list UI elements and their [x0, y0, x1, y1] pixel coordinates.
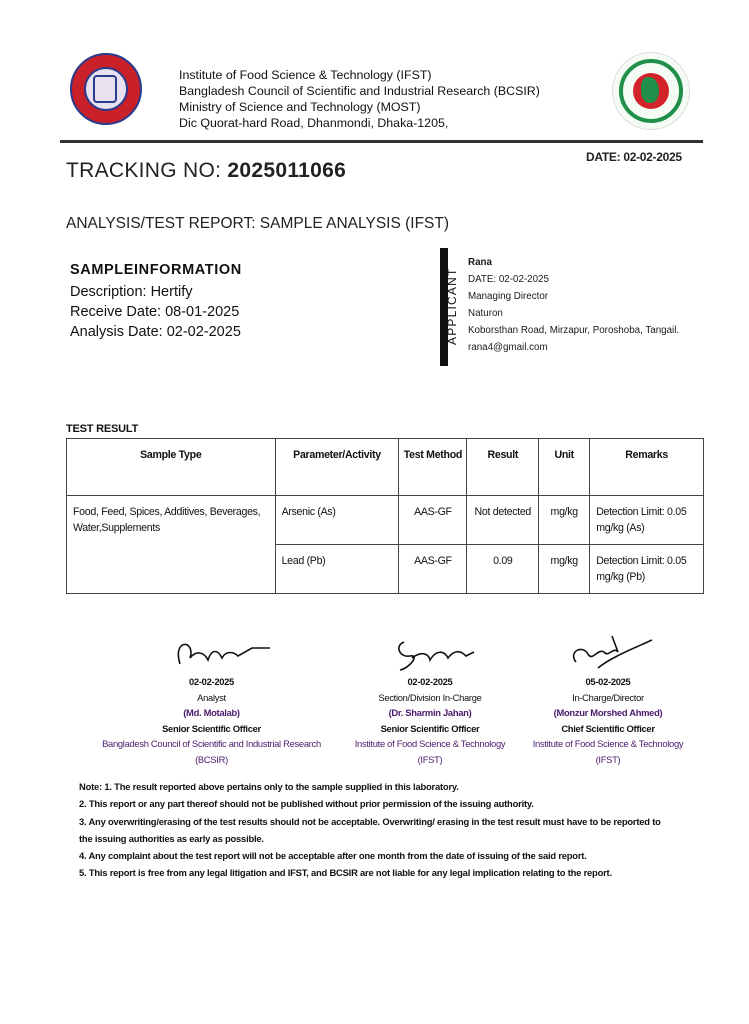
method-cell: AAS-GF — [399, 496, 467, 545]
note-line: the issuing authorities as early as possible. — [79, 832, 264, 844]
bcsir-logo — [70, 53, 142, 125]
organization-info — [179, 67, 540, 131]
note-line: 4. Any complaint about the test report will not be acceptable after one month from the date of issuing of the said report. — [79, 850, 587, 862]
report-date: DATE: 02-02-2025 — [586, 150, 682, 164]
result-cell: Not detected — [467, 496, 539, 545]
column-header: Unit — [539, 439, 590, 496]
applicant-label: APPLICANT — [445, 267, 459, 345]
note-line: 3. Any overwriting/erasing of the test results should not be acceptable. Overwriting/ erasing in the test result must have to be reported to — [79, 815, 661, 827]
parameter-cell: Arsenic (As) — [275, 496, 399, 545]
applicant-name: Rana — [468, 257, 492, 268]
remarks-cell: Detection Limit: 0.05 mg/kg (Pb) — [590, 545, 704, 594]
analysis-date: Analysis Date: 02-02-2025 — [70, 324, 241, 340]
tracking-value: 2025011066 — [227, 159, 347, 182]
signature-section-incharge — [370, 628, 490, 674]
government-seal — [612, 52, 690, 130]
sample-info-heading: SAMPLEINFORMATION — [70, 262, 242, 278]
header-divider — [60, 140, 703, 143]
applicant-company: Naturon — [468, 308, 503, 319]
column-header: Test Method — [399, 439, 467, 496]
result-cell: 0.09 — [467, 545, 539, 594]
column-header: Parameter/Activity — [275, 439, 399, 496]
report-notes — [79, 778, 661, 882]
sample-description: Description: Hertify — [70, 284, 193, 300]
signatory-analyst: 02-02-2025 Analyst (Md. Motalab) Senior Scientific Officer Bangladesh Council of Scientific and Industrial Research (BCSIR) — [84, 628, 339, 768]
test-result-heading: TEST RESULT — [66, 423, 139, 435]
note-line: 5. This report is free from any legal litigation and IFST, and BCSIR are not liable for any legal implication relating to the report. — [79, 867, 612, 879]
sample-type-cell: Food, Feed, Spices, Additives, Beverages, Water,Supplements — [67, 496, 276, 594]
report-date-value: 02-02-2025 — [623, 150, 682, 164]
note-line: 2. This report or any part thereof should not be published without prior permission of the issuing authority. — [79, 798, 534, 810]
signatory-section-incharge: 02-02-2025 Section/Division In-Charge (Dr. Sharmin Jahan) Senior Scientific Officer Institute of Food Science & Technology (IFST) — [340, 628, 520, 768]
table-header-row — [67, 439, 704, 496]
tracking-number — [66, 159, 346, 183]
unit-cell: mg/kg — [539, 496, 590, 545]
org-line: Institute of Food Science & Technology (IFST) — [179, 68, 432, 82]
test-result-table — [66, 438, 704, 594]
note-line: Note: 1. The result reported above pertains only to the sample supplied in this laboratory. — [79, 781, 459, 792]
applicant-email: rana4@gmail.com — [468, 342, 548, 353]
tracking-label: TRACKING NO: — [66, 159, 222, 182]
column-header: Sample Type — [67, 439, 276, 496]
org-line: Bangladesh Council of Scientific and Industrial Research (BCSIR) — [179, 84, 540, 98]
unit-cell: mg/kg — [539, 545, 590, 594]
table-row — [67, 496, 704, 545]
report-title: ANALYSIS/TEST REPORT: SAMPLE ANALYSIS (IFST) — [66, 215, 450, 232]
signature-analyst — [152, 628, 272, 674]
receive-date: Receive Date: 08-01-2025 — [70, 304, 240, 320]
signature-director — [548, 628, 668, 674]
applicant-date: DATE: 02-02-2025 — [468, 274, 549, 285]
signatory-director: 05-02-2025 In-Charge/Director (Monzur Morshed Ahmed) Chief Scientific Officer Institute of Food Science & Technology (IFST) — [520, 628, 696, 768]
applicant-designation: Managing Director — [468, 291, 549, 302]
column-header: Result — [467, 439, 539, 496]
parameter-cell: Lead (Pb) — [275, 545, 399, 594]
column-header: Remarks — [590, 439, 704, 496]
remarks-cell: Detection Limit: 0.05 mg/kg (As) — [590, 496, 704, 545]
method-cell: AAS-GF — [399, 545, 467, 594]
org-line: Ministry of Science and Technology (MOST) — [179, 100, 421, 114]
applicant-info — [468, 254, 679, 356]
applicant-address: Koborsthan Road, Mirzapur, Poroshoba, Tangail. — [468, 325, 680, 336]
org-line: Dic Quorat-hard Road, Dhanmondi, Dhaka-1205, — [179, 116, 449, 130]
